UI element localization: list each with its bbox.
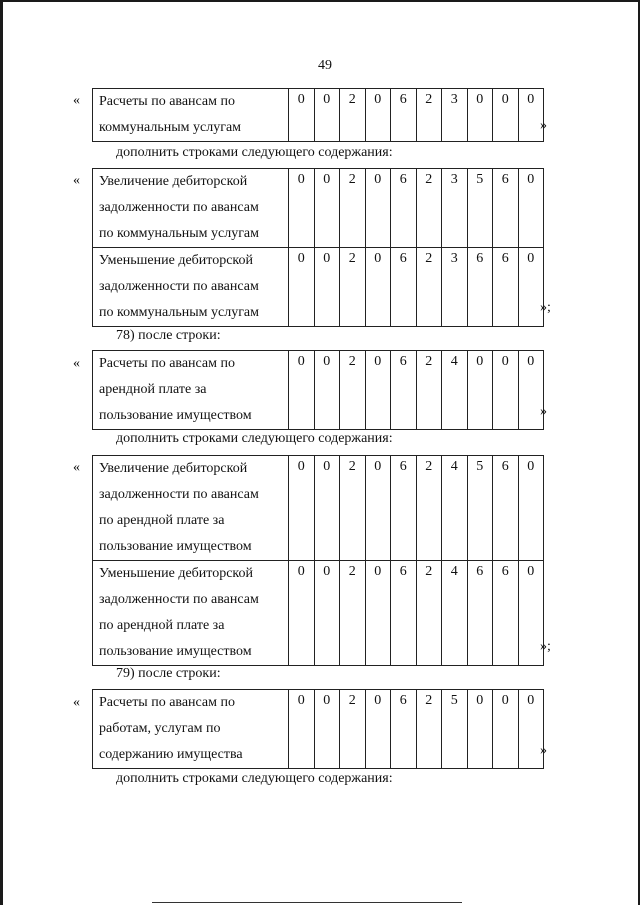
account-name-line: по коммунальным услугам: [99, 305, 260, 320]
code-digit-cell: 2: [340, 169, 366, 248]
code-digit-cell: 3: [442, 89, 468, 142]
account-name-line: пользование имуществом: [99, 644, 252, 659]
account-name-line: задолженности по авансам: [99, 592, 259, 607]
code-table-5: [92, 689, 544, 769]
account-name-line: коммунальным услугам: [99, 120, 242, 135]
code-digit-cell: 2: [416, 561, 442, 666]
code-digit-cell: 0: [314, 456, 340, 561]
code-digit-cell: 6: [467, 248, 493, 327]
code-digit-cell: 0: [518, 351, 544, 430]
account-name-line: Увеличение дебиторской: [99, 461, 248, 476]
code-digit-cell: 3: [442, 169, 468, 248]
scan-bottom-line: [152, 902, 462, 903]
code-digit-cell: 6: [391, 169, 417, 248]
account-name-line: Увеличение дебиторской: [99, 174, 248, 189]
account-name-line: содержанию имущества: [99, 747, 243, 762]
close-quote: »;: [540, 639, 551, 654]
account-name-line: пользование имуществом: [99, 539, 252, 554]
close-quote: »: [540, 404, 547, 419]
account-name-line: по арендной плате за: [99, 618, 225, 633]
code-digit-cell: 0: [289, 561, 315, 666]
page-number: 49: [318, 58, 332, 73]
code-digit-cell: 2: [340, 248, 366, 327]
code-digit-cell: 0: [365, 456, 391, 561]
account-name-line: Расчеты по авансам по: [99, 356, 236, 371]
account-name-cell: [93, 89, 289, 142]
scan-edge-top: [0, 0, 640, 2]
code-digit-cell: 0: [314, 89, 340, 142]
code-digit-cell: 2: [340, 89, 366, 142]
table-row: [93, 456, 544, 561]
code-digit-cell: 0: [365, 561, 391, 666]
code-digit-cell: 0: [289, 89, 315, 142]
table-row: [93, 351, 544, 430]
code-digit-cell: 0: [365, 248, 391, 327]
code-digit-cell: 0: [289, 248, 315, 327]
open-quote: «: [73, 356, 80, 371]
account-name-cell: [93, 248, 289, 327]
code-digit-cell: 4: [442, 351, 468, 430]
code-digit-cell: 2: [416, 248, 442, 327]
code-digit-cell: 2: [340, 561, 366, 666]
code-digit-cell: 4: [442, 456, 468, 561]
code-digit-cell: 2: [340, 351, 366, 430]
code-digit-cell: 0: [518, 456, 544, 561]
table-row: [93, 89, 544, 142]
code-digit-cell: 0: [289, 169, 315, 248]
code-digit-cell: 5: [467, 456, 493, 561]
account-name-line: Уменьшение дебиторской: [99, 253, 254, 268]
code-digit-cell: 2: [340, 456, 366, 561]
code-digit-cell: 5: [467, 169, 493, 248]
code-digit-cell: 2: [416, 690, 442, 769]
account-name-line: арендной плате за: [99, 382, 207, 397]
code-digit-cell: 0: [518, 248, 544, 327]
code-digit-cell: 2: [416, 169, 442, 248]
code-digit-cell: 0: [467, 89, 493, 142]
code-digit-cell: 0: [314, 690, 340, 769]
open-quote: «: [73, 460, 80, 475]
code-digit-cell: 0: [518, 561, 544, 666]
code-digit-cell: 0: [467, 690, 493, 769]
code-digit-cell: 6: [391, 561, 417, 666]
code-digit-cell: 0: [314, 169, 340, 248]
code-digit-cell: 0: [518, 89, 544, 142]
code-digit-cell: 0: [365, 169, 391, 248]
code-table-3: [92, 350, 544, 430]
instruction-text: 79) после строки:: [116, 666, 221, 681]
code-digit-cell: 2: [340, 690, 366, 769]
instruction-text: дополнить строками следующего содержания:: [116, 771, 393, 786]
open-quote: «: [73, 93, 80, 108]
account-name-cell: [93, 169, 289, 248]
instruction-text: дополнить строками следующего содержания:: [116, 145, 393, 160]
code-digit-cell: 0: [365, 351, 391, 430]
code-digit-cell: 0: [518, 169, 544, 248]
instruction-text: 78) после строки:: [116, 328, 221, 343]
code-digit-cell: 6: [493, 456, 519, 561]
code-digit-cell: 0: [289, 351, 315, 430]
code-digit-cell: 0: [493, 351, 519, 430]
table-row: [93, 169, 544, 248]
code-digit-cell: 0: [314, 561, 340, 666]
open-quote: «: [73, 695, 80, 710]
account-name-line: Расчеты по авансам по: [99, 695, 236, 710]
code-digit-cell: 0: [493, 89, 519, 142]
code-digit-cell: 6: [391, 89, 417, 142]
code-digit-cell: 6: [467, 561, 493, 666]
code-digit-cell: 6: [493, 248, 519, 327]
instruction-text: дополнить строками следующего содержания:: [116, 431, 393, 446]
account-name-line: Уменьшение дебиторской: [99, 566, 254, 581]
code-digit-cell: 4: [442, 561, 468, 666]
code-digit-cell: 0: [314, 351, 340, 430]
code-digit-cell: 6: [493, 561, 519, 666]
code-digit-cell: 0: [467, 351, 493, 430]
code-digit-cell: 0: [365, 89, 391, 142]
account-name-line: работам, услугам по: [99, 721, 221, 736]
open-quote: «: [73, 173, 80, 188]
account-name-cell: [93, 456, 289, 561]
code-digit-cell: 6: [391, 351, 417, 430]
account-name-line: по коммунальным услугам: [99, 226, 260, 241]
code-digit-cell: 2: [416, 351, 442, 430]
code-digit-cell: 0: [289, 456, 315, 561]
code-digit-cell: 2: [416, 456, 442, 561]
account-name-cell: [93, 690, 289, 769]
table-row: [93, 248, 544, 327]
code-digit-cell: 0: [493, 690, 519, 769]
account-name-line: задолженности по авансам: [99, 487, 259, 502]
scan-edge-left: [0, 0, 3, 905]
account-name-line: задолженности по авансам: [99, 279, 259, 294]
close-quote: »: [540, 743, 547, 758]
close-quote: »;: [540, 300, 551, 315]
code-digit-cell: 6: [391, 456, 417, 561]
code-digit-cell: 3: [442, 248, 468, 327]
code-table-4: [92, 455, 544, 666]
account-name-line: задолженности по авансам: [99, 200, 259, 215]
table-row: [93, 561, 544, 666]
table-row: [93, 690, 544, 769]
code-digit-cell: 6: [391, 248, 417, 327]
code-table-2: [92, 168, 544, 327]
account-name-line: по арендной плате за: [99, 513, 225, 528]
account-name-line: пользование имуществом: [99, 408, 252, 423]
close-quote: »: [540, 118, 547, 133]
code-digit-cell: 5: [442, 690, 468, 769]
code-digit-cell: 0: [314, 248, 340, 327]
code-digit-cell: 2: [416, 89, 442, 142]
account-name-cell: [93, 561, 289, 666]
code-digit-cell: 0: [365, 690, 391, 769]
code-digit-cell: 0: [518, 690, 544, 769]
account-name-cell: [93, 351, 289, 430]
code-digit-cell: 6: [493, 169, 519, 248]
account-name-line: Расчеты по авансам по: [99, 94, 236, 109]
code-digit-cell: 0: [289, 690, 315, 769]
code-digit-cell: 6: [391, 690, 417, 769]
code-table-1: [92, 88, 544, 142]
